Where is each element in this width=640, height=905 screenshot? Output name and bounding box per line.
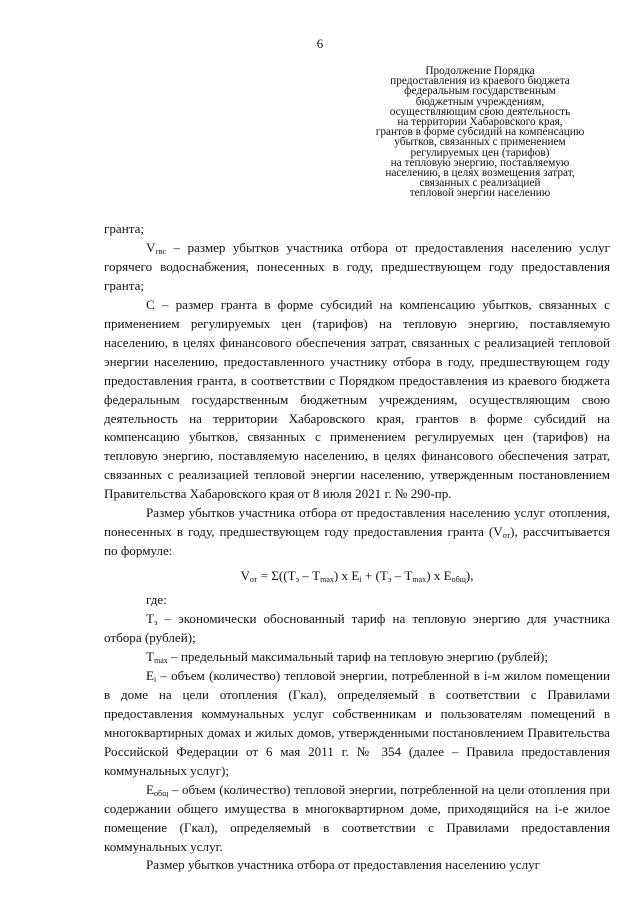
formula-part: – Т <box>299 568 321 584</box>
formula-sub: max <box>320 575 334 585</box>
formula-sub: э <box>387 575 392 585</box>
header-line: убытков, связанных с применением <box>394 136 566 149</box>
symbol: Т <box>146 611 154 627</box>
header-line: грантов в форме субсидий на компенсацию <box>375 126 585 139</box>
paragraph-t-max <box>104 648 610 667</box>
formula-sub: от <box>249 575 258 585</box>
header-line: тепловой энергии населению <box>409 187 551 200</box>
subscript: общ <box>154 788 169 798</box>
paragraph-heating-losses <box>104 504 610 561</box>
paragraph-text: – размер убытков участника отбора от предоставления населению услуг горячего водоснабжения, понесенных в году, предшествующем году предоставления гранта; <box>104 239 610 293</box>
subscript: i <box>154 674 157 684</box>
formula-part: ) х E <box>426 568 452 584</box>
symbol: V <box>493 524 503 540</box>
header-line: предоставления из краевого бюджета <box>390 75 570 88</box>
header-line: на тепловую энергию, поставляемую <box>390 156 570 169</box>
page-number: 6 <box>316 36 324 51</box>
formula-part: V <box>240 568 250 584</box>
formula-sub: i <box>359 575 362 585</box>
symbol: V <box>146 239 156 255</box>
formula-part: ), <box>465 568 474 584</box>
formula-part: ) х E <box>333 568 360 584</box>
paragraph-text: ), рассчитывается по формуле: <box>104 524 610 559</box>
paragraph: гранта; <box>104 221 145 236</box>
paragraph-t-e <box>104 610 610 648</box>
paragraph-text: – объем (количество) тепловой энергии, потребленной на цели отопления при содержании общего имущества в многоквартирном доме, приходящийся на i-е жилое помещение (Гкал), определяемый в соответствии с Правилами предоставления коммунальных услуг. <box>104 781 610 854</box>
header-line: населению, в целях возмещения затрат, <box>385 167 575 180</box>
paragraph-where: где: <box>146 592 167 608</box>
header-line: Продолжение Порядка <box>425 65 535 77</box>
header-line: осуществляющим свою деятельность <box>389 105 571 118</box>
subscript: max <box>154 655 168 665</box>
paragraph-e-obsh <box>104 781 610 857</box>
paragraph-text: – предельный максимальный тариф на тепловую энергию (рублей); <box>167 648 548 664</box>
paragraph-e-i <box>104 667 610 781</box>
formula-sub: э <box>295 575 300 585</box>
formula-part: + (Т <box>361 568 388 584</box>
subscript: э <box>154 618 158 628</box>
formula-part: = Σ((Т <box>257 568 296 584</box>
document-header <box>360 66 600 199</box>
paragraph-text: Размер убытков участника отбора от предоставления населению услуг отопления, понесенных в году, предшествующем году предоставления гранта ( <box>104 505 610 540</box>
subscript: от <box>502 531 511 541</box>
formula-part: – Т <box>391 568 413 584</box>
header-line: федеральным государственным <box>404 85 556 98</box>
header-line: на территории Хабаровского края, <box>397 116 563 129</box>
formula-sub: общ <box>451 575 466 585</box>
paragraph-v-gvs <box>104 239 610 296</box>
formula-sub: max <box>412 575 427 585</box>
header-line: бюджетным учреждениям, <box>415 95 545 108</box>
symbol: E <box>146 667 154 683</box>
paragraph-text: – экономически обоснованный тариф на тепловую энергию для участника отбора (рублей); <box>104 611 610 646</box>
formula <box>104 567 610 586</box>
symbol: Т <box>146 648 154 664</box>
subscript: гвс <box>155 246 167 256</box>
paragraph-grant-c: С – размер гранта в форме субсидий на компенсацию убытков, связанных с применением регулируемых цен (тарифов) на тепловую энергию, поставляемую населению, в целях финансового обеспечения затрат, связанных с реализацией тепловой энергии населению, предоставленного участнику отбора в году, предшествующем году предоставления гранта, в соответствии с Порядком предоставления из краевого бюджета федеральным государственным бюджетным учреждениям, осуществляющим свою деятельность на территории Хабаровского края, грантов в форме субсидий на компенсацию убытков, связанных с применением регулируемых цен (тарифов) на тепловую энергию, поставляемую населению, в целях финансового обеспечения затрат, связанных с реализацией тепловой энергии населению, утвержденным постановлением Правительства Хабаровского края от 8 июля 2021 г. № 290-пр. <box>104 296 610 502</box>
paragraph: Размер убытков участника отбора от предоставления населению услуг <box>146 857 541 873</box>
document-body <box>104 220 610 875</box>
symbol: E <box>146 781 154 797</box>
header-line: связанных с реализацией <box>419 177 541 190</box>
header-line: регулируемых цен (тарифов) <box>410 146 550 159</box>
paragraph-text: – объем (количество) тепловой энергии, потребленной в i-м жилом помещении в доме на цели отопления (Гкал), определяемый в соответствии с Правилами предоставления коммунальных услуг собственникам и пользователям помещений в многоквартирных домах и жилых домов, утвержденными постановлением Правительства Российской Федерации от 6 мая 2011 г. № 354 (далее – Правила предоставления коммунальных услуг); <box>104 667 610 778</box>
